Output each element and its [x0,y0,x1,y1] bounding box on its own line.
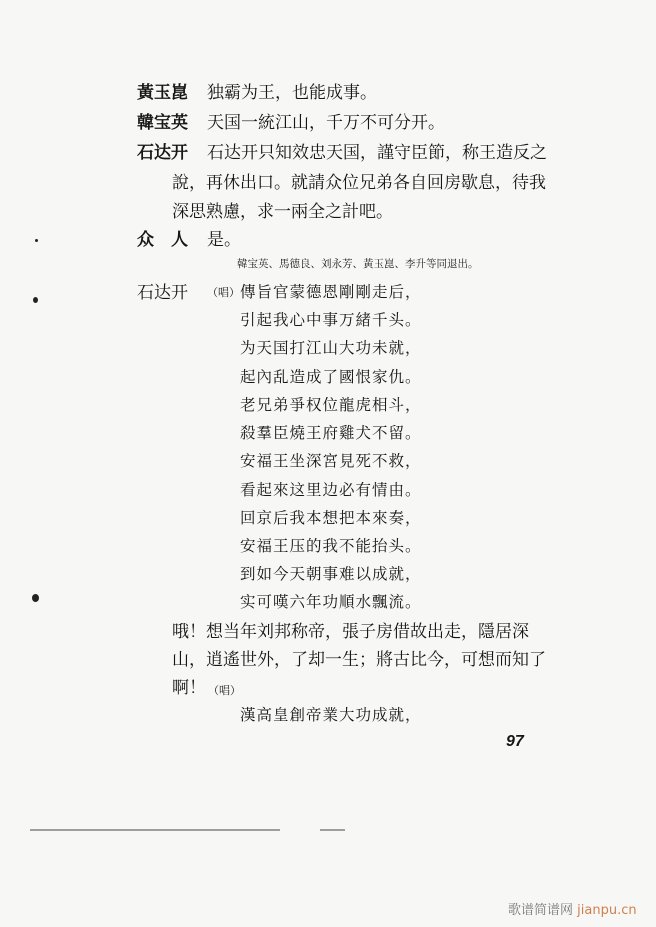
verse-line: 看起來这里边必有情由。 [240,481,422,499]
verse-line: 到如今天朝事难以成就， [240,565,422,583]
speech-line: 啊！ [172,678,206,698]
dialogue-line: 独霸为王，也能成事。 [207,83,377,103]
scan-smudge [30,829,280,831]
scan-speck [35,239,38,242]
stage-direction: 韓宝英、馬德良、刘永芳、黃玉崑、李升等同退出。 [237,258,479,270]
dialogue-line: 石达开只知效忠天国，謹守臣節，称王造反之 [207,143,547,163]
scan-speck [32,594,39,602]
verse-line: 老兄弟爭权位龍虎相斗， [240,396,422,414]
verse-line: 漢高皇創帝業大功成就， [240,706,422,724]
verse-line: 起內乱造成了國恨家仇。 [240,368,422,386]
speech-line: 山，逍遙世外，了却一生；將古比今，可想而知了 [172,650,546,670]
verse-line: 引起我心中事万緒千头。 [240,311,422,329]
verse-line: 傳旨官蒙德恩剛剛走后， [240,283,422,301]
speaker-name: 韓宝英 [137,113,188,133]
speaker-name: 众 人 [137,230,188,250]
page-number: 97 [506,733,524,750]
verse-line: 回京后我本想把本來奏， [240,509,422,527]
speaker-name: 石达开 [137,143,188,163]
watermark-en: jianpu.cn [577,903,637,918]
verse-line: 实可嘆六年功順水飄流。 [240,593,422,611]
speaker-name: 黃玉崑 [137,83,188,103]
verse-line: 为天国打江山大功未就， [240,339,422,357]
watermark-cn: 歌谱简谱网 [508,903,574,918]
dialogue-line: 是。 [207,230,241,250]
scan-smudge [320,829,345,831]
verse-line: 殺羣臣燒王府雞犬不留。 [240,424,422,442]
scan-speck [33,297,38,303]
dialogue-line: 說，再休出口。就請众位兄弟各自回房歇息，待我 [172,173,546,193]
sing-mark: （唱） [208,684,241,697]
dialogue-line: 天国一統江山，千万不可分开。 [207,113,445,133]
speech-line: 哦！想当年刘邦称帝，張子房借故出走，隱居深 [172,622,529,642]
watermark [508,899,637,918]
dialogue-line: 深思熟慮，求一兩全之計吧。 [172,202,393,222]
speaker-name: 石达开 [137,283,188,303]
verse-line: 安福王压的我不能抬头。 [240,537,422,555]
sing-mark: （唱） [207,286,240,299]
verse-line: 安福王坐深宮見死不救， [240,452,422,470]
